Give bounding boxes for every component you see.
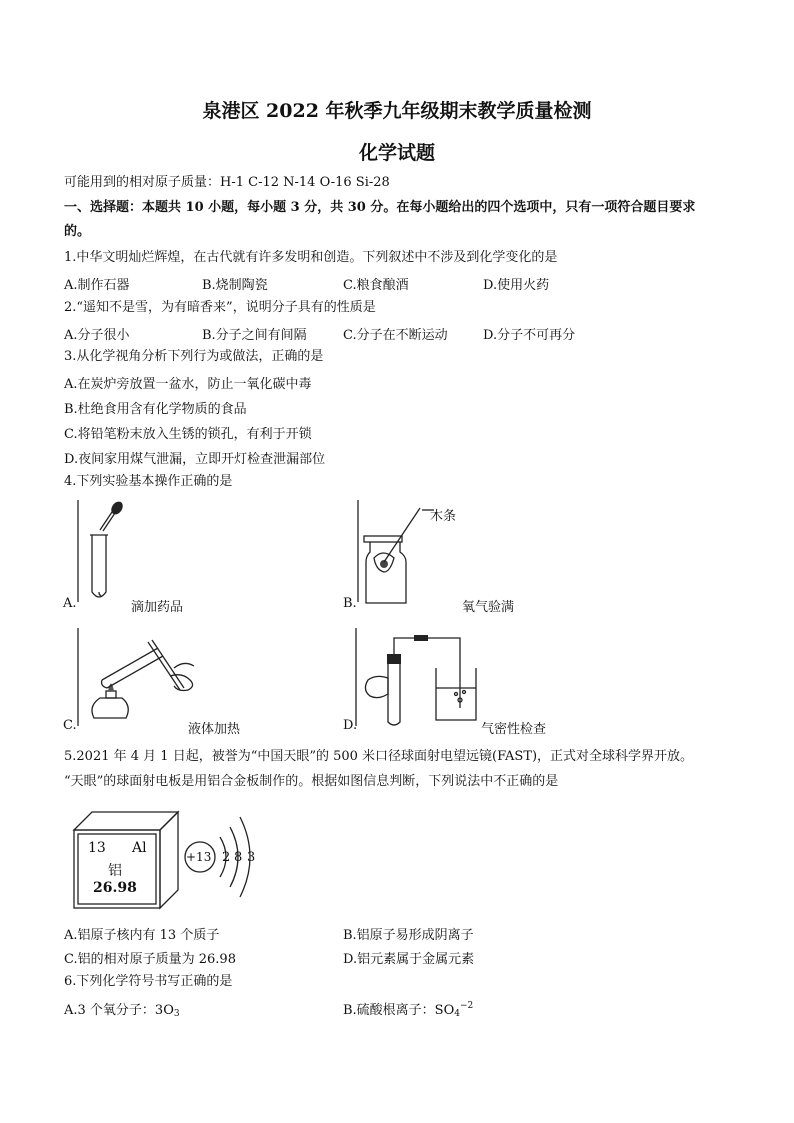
airtightness-check-figure: [352, 628, 482, 728]
atomic-number: 13: [88, 840, 106, 856]
q6-option-b-text: B.硫酸根离子：SO: [343, 1003, 455, 1018]
element-name: 铝: [108, 863, 122, 879]
shell-2-electrons: 8: [234, 850, 243, 865]
dropper-test-tube-figure: [70, 500, 130, 605]
q3-option-d: D.夜间家用煤气泄漏，立即开灯检查泄漏部位: [64, 452, 326, 467]
q2-option-d: D.分子不可再分: [483, 328, 576, 343]
q4-option-a-letter: A.: [63, 596, 77, 611]
q5-option-b: B.铝原子易形成阴离子: [343, 928, 474, 943]
atomic-mass: 26.98: [93, 880, 137, 896]
element-cell-box: [74, 812, 184, 912]
nucleus-charge: +13: [186, 850, 212, 864]
shell-3-electrons: 3: [247, 850, 256, 865]
q6-option-b-subscript: 4: [454, 1009, 460, 1019]
liquid-heating-figure: [70, 628, 200, 728]
q6-option-a-text: A.3 个氧分子：3O: [64, 1003, 174, 1018]
atomic-masses: 可能用到的相对原子质量：H-1 C-12 N-14 O-16 Si-28: [64, 175, 390, 190]
q2-option-c: C.分子在不断运动: [343, 328, 448, 343]
section1-heading-cont: 的。: [64, 224, 91, 239]
q1-option-a: A.制作石器: [64, 278, 130, 293]
shell-1-electrons: 2: [222, 850, 231, 865]
q4-option-b-caption: 氧气验满: [462, 600, 515, 615]
q4-option-c-letter: C.: [63, 718, 77, 733]
q6-option-b-superscript: −2: [459, 1001, 474, 1011]
q4-option-d-caption: 气密性检查: [481, 722, 547, 737]
exam-subtitle: 化学试题: [358, 142, 435, 164]
section1-heading: 一、选择题：本题共 10 小题，每小题 3 分，共 30 分。在每小题给出的四个选项中，只有一项符合题目要求: [64, 200, 696, 215]
q3-option-a: A.在炭炉旁放置一盆水，防止一氧化碳中毒: [64, 377, 312, 392]
q1-option-c: C.粮食酿酒: [343, 278, 409, 293]
q3-option-c: C.将铅笔粉末放入生锈的锁孔，有利于开锁: [64, 427, 312, 442]
q3-stem: 3.从化学视角分析下列行为或做法，正确的是: [64, 349, 324, 364]
q2-stem: 2.“遥知不是雪，为有暗香来”，说明分子具有的性质是: [64, 300, 376, 315]
q4-option-c-caption: 液体加热: [188, 722, 241, 737]
q5-option-a: A.铝原子核内有 13 个质子: [64, 928, 220, 943]
q4-option-d-letter: D.: [343, 718, 358, 733]
q6-option-a: [64, 999, 180, 1019]
splint-label: 木条: [430, 509, 457, 524]
q6-option-b: [343, 999, 473, 1019]
q2-option-a: A.分子很小: [64, 328, 130, 343]
q2-option-b: B.分子之间有间隔: [202, 328, 307, 343]
q6-stem: 6.下列化学符号书写正确的是: [64, 974, 233, 989]
q5-option-c: C.铝的相对原子质量为 26.98: [64, 952, 236, 967]
q4-option-b-letter: B.: [343, 596, 357, 611]
q6-option-a-subscript: 3: [173, 1009, 180, 1019]
q4-stem: 4.下列实验基本操作正确的是: [64, 474, 233, 489]
q1-stem: 1.中华文明灿烂辉煌，在古代就有许多发明和创造。下列叙述中不涉及到化学变化的是: [64, 250, 558, 265]
q4-option-a-caption: 滴加药品: [131, 600, 184, 615]
q5-option-d: D.铝元素属于金属元素: [343, 952, 475, 967]
q5-stem-line2: “天眼”的球面射电板是用铝合金板制作的。根据如图信息判断，下列说法中不正确的是: [64, 774, 559, 789]
q1-option-d: D.使用火药: [483, 278, 550, 293]
q3-option-b: B.杜绝食用含有化学物质的食品: [64, 402, 247, 417]
q1-option-b: B.烧制陶瓷: [202, 278, 268, 293]
q5-stem-line1: 5.2021 年 4 月 1 日起，被誉为“中国天眼”的 500 米口径球面射电望远镜(FAST)，正式对全球科学界开放。: [64, 749, 694, 764]
element-symbol: Al: [132, 840, 147, 856]
exam-title: 泉港区 2022 年秋季九年级期末教学质量检测: [202, 100, 592, 122]
